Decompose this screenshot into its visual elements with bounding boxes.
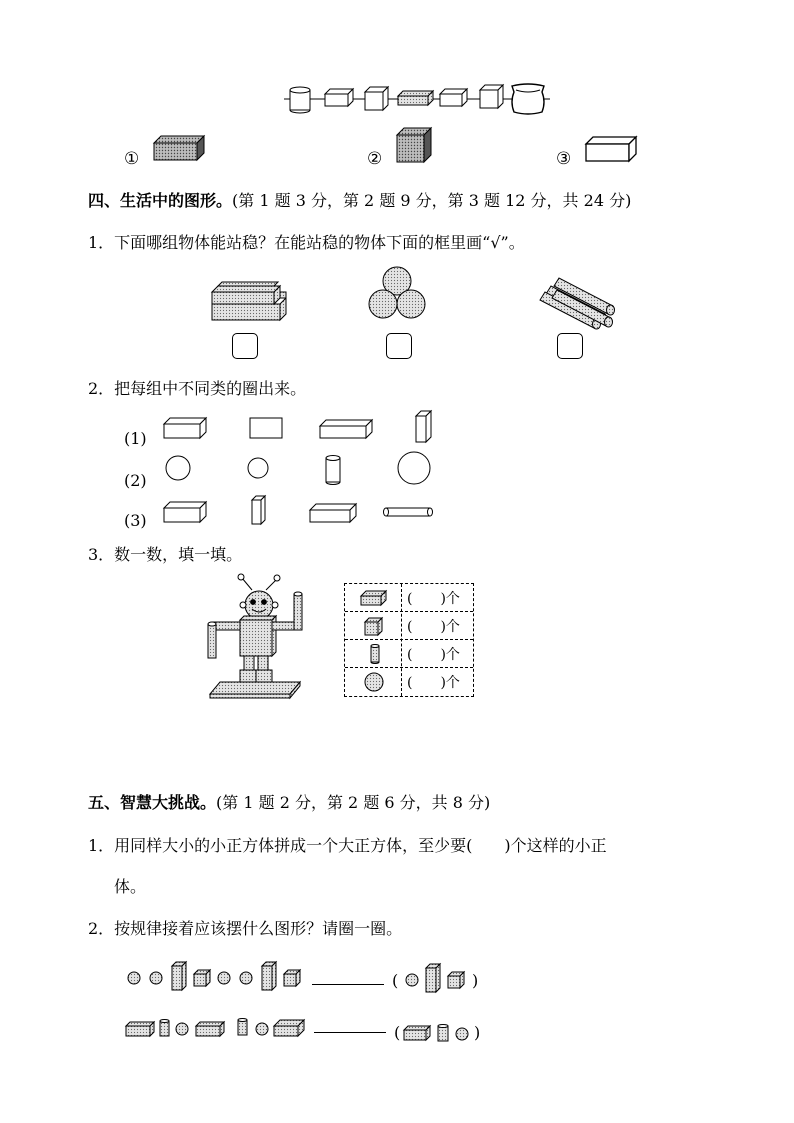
answer-box-spheres[interactable]	[386, 333, 412, 359]
cylinder-icon	[369, 643, 381, 665]
answer-box-stacked-boxes[interactable]	[232, 333, 258, 359]
table-row-cuboid	[345, 584, 473, 612]
option-2-label: ②	[367, 149, 383, 169]
count-table	[344, 583, 474, 697]
count-sphere[interactable]: ( )个	[407, 675, 460, 691]
q2-row-1-label: (1)	[124, 429, 147, 448]
section5-q2: 2．按规律接着应该摆什么图形？请圈一圈。	[88, 919, 403, 938]
section4-q2: 2．把每组中不同类的圈出来。	[88, 379, 307, 398]
section5-q1-line1: 1．用同样大小的小正方体拼成一个大正方体，至少要( )个这样的小正	[88, 836, 607, 855]
count-cylinder[interactable]: ( )个	[407, 647, 460, 663]
q2-row1-shapes[interactable]	[160, 408, 440, 444]
stacked-logs-illustration	[536, 272, 622, 332]
section5-points: (第 1 题 2 分，第 2 题 6 分，共 8 分)	[216, 793, 491, 812]
table-row-cylinder	[345, 640, 473, 668]
section4-heading	[88, 190, 631, 212]
count-cube[interactable]: ( )个	[407, 619, 460, 635]
table-row-cube	[345, 612, 473, 640]
robot-illustration	[206, 570, 306, 700]
section5-heading	[88, 792, 490, 814]
paren-open-1: (	[392, 971, 399, 990]
count-cuboid[interactable]: ( )个	[407, 591, 460, 607]
section4-q3: 3．数一数，填一填。	[88, 545, 243, 564]
section4-q1: 1．下面哪组物体能站稳？在能站稳的物体下面的框里画“√”。	[88, 233, 525, 252]
q2-row3-shapes[interactable]	[160, 490, 440, 530]
section5-q1-line2: 体。	[114, 877, 147, 896]
stacked-spheres-illustration	[366, 264, 428, 324]
answer-blank-2[interactable]	[314, 1032, 386, 1033]
pattern-row-1	[124, 958, 308, 992]
q2-row-2-label: (2)	[124, 471, 147, 490]
section4-title: 四、生活中的图形。	[88, 191, 233, 210]
option-1-label: ①	[124, 149, 140, 169]
choices-row-1[interactable]	[404, 960, 468, 994]
table-row-sphere	[345, 668, 473, 696]
paren-close-2: )	[474, 1023, 481, 1042]
paren-open-2: (	[394, 1023, 401, 1042]
stacked-boxes-illustration	[210, 276, 290, 324]
cube-icon	[363, 616, 385, 636]
section5-title: 五、智慧大挑战。	[88, 793, 217, 812]
option-3-label: ③	[556, 149, 572, 169]
paren-close-1: )	[472, 971, 479, 990]
cuboid-icon	[359, 589, 389, 607]
shape-string-illustration	[280, 80, 555, 120]
q2-row-3-label: (3)	[124, 511, 147, 530]
section4-points: (第 1 题 3 分，第 2 题 9 分，第 3 题 12 分，共 24 分)	[232, 191, 632, 210]
choices-row-2[interactable]	[402, 1020, 472, 1046]
option-1-box[interactable]	[152, 134, 207, 162]
option-2-cube[interactable]	[395, 126, 435, 164]
pattern-row-2	[124, 1016, 308, 1042]
option-3-box[interactable]	[584, 135, 639, 163]
answer-blank-1[interactable]	[312, 984, 384, 985]
q2-row2-shapes[interactable]	[160, 448, 440, 490]
sphere-icon	[363, 671, 385, 693]
answer-box-logs[interactable]	[557, 333, 583, 359]
